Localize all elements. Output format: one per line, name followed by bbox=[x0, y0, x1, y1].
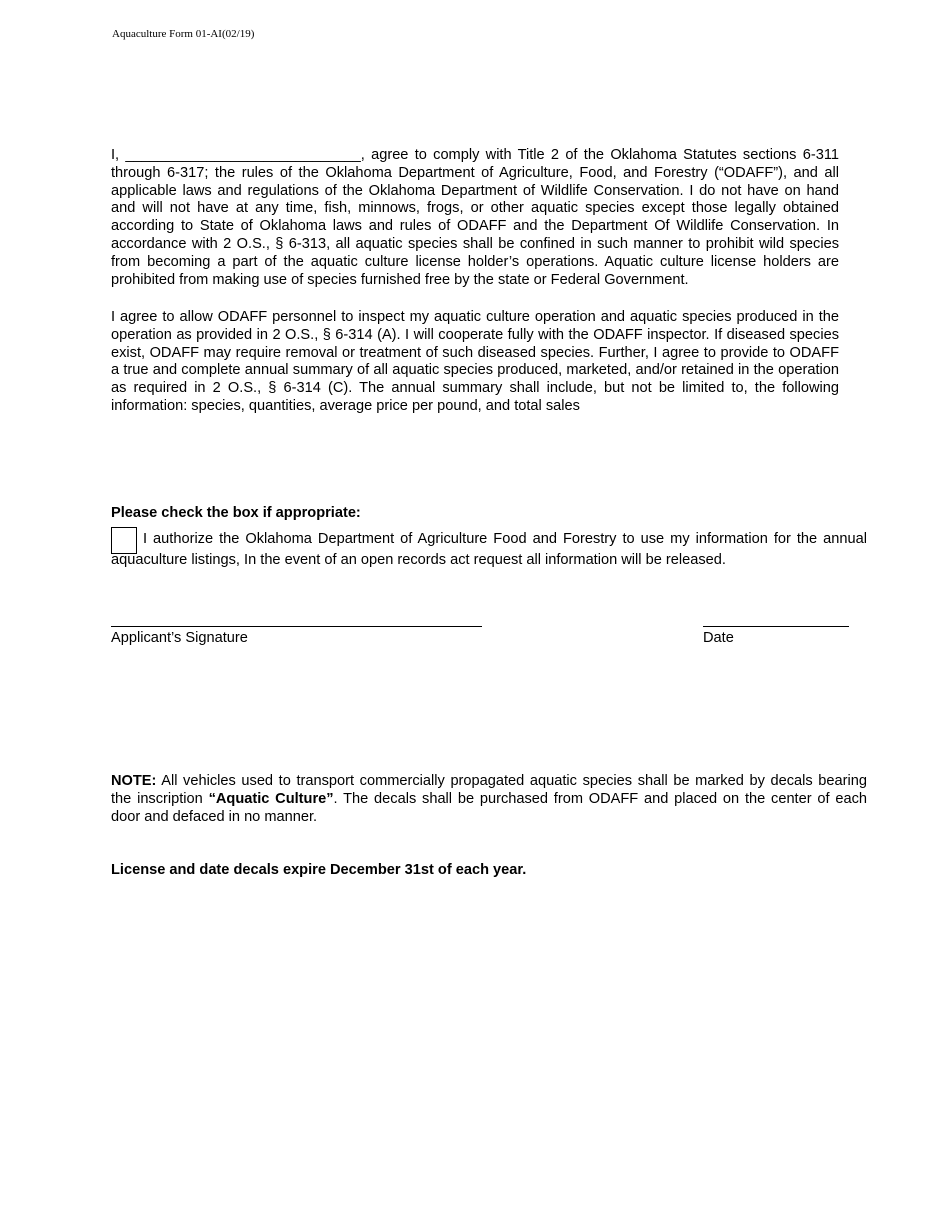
consent-text: I authorize the Oklahoma Department of Agriculture Food and Forestry to use my information for the annual aquaculture listings, In the event of an open records act request all information will be released. bbox=[111, 531, 867, 568]
date-line[interactable] bbox=[703, 626, 849, 627]
signature-line[interactable] bbox=[111, 626, 482, 627]
form-id: Aquaculture Form 01-AI(02/19) bbox=[112, 28, 255, 40]
note-paragraph bbox=[111, 772, 867, 826]
consent-heading: Please check the box if appropriate: bbox=[111, 505, 361, 521]
consent-paragraph bbox=[111, 527, 867, 569]
note-text-after: . The decals shall be purchased from ODAFF and placed on the center of each door and defaced in no manner. bbox=[111, 791, 867, 825]
note-text-before: All vehicles used to transport commercially propagated aquatic species shall be marked by decals bearing the inscription bbox=[111, 773, 867, 807]
applicant-name-blank[interactable]: _____________________________ bbox=[125, 147, 361, 163]
inspection-paragraph: I agree to allow ODAFF personnel to inspect my aquatic culture operation and aquatic species produced in the operation as provided in 2 O.S., § 6-314 (A). I will cooperate fully with the ODAFF inspector. If diseased species exist, ODAFF may require removal or treatment of such diseased species. Further, I agree to provide to ODAFF a true and complete annual summary of all aquatic species produced, marketed, and/or retained in the operation as required in 2 O.S., § 6-314 (C). The annual summary shall include, but not be limited to, the following information: species, quantities, average price per pound, and total sales bbox=[111, 309, 839, 414]
authorize-listing-checkbox[interactable] bbox=[111, 527, 137, 554]
note-inscription: “Aquatic Culture” bbox=[208, 791, 334, 807]
note-label: NOTE: bbox=[111, 773, 157, 789]
agreement-intro-prefix: I, bbox=[111, 147, 126, 163]
date-label: Date bbox=[703, 630, 734, 646]
expiration-notice: License and date decals expire December 31st of each year. bbox=[111, 862, 527, 878]
agreement-text: , agree to comply with Title 2 of the Oklahoma Statutes sections 6-311 through 6-317; the rules of the Oklahoma Department of Agriculture, Food, and Forestry (“ODAFF”), and all applicable laws and regulations of the Oklahoma Department of Wildlife Conservation. I do not have on hand and will not have at any time, fish, minnows, frogs, or other aquatic species except those legally obtained according to State of Oklahoma laws and rules of ODAFF and the Department Of Wildlife Conservation. In accordance with 2 O.S., § 6-313, all aquatic species shall be confined in such manner to prohibit wild species from becoming a part of the aquatic culture license holder’s operations. Aquatic culture license holders are prohibited from making use of species furnished free by the state or Federal Government. bbox=[111, 147, 839, 288]
agreement-paragraph bbox=[111, 147, 839, 289]
signature-label: Applicant’s Signature bbox=[111, 630, 248, 646]
